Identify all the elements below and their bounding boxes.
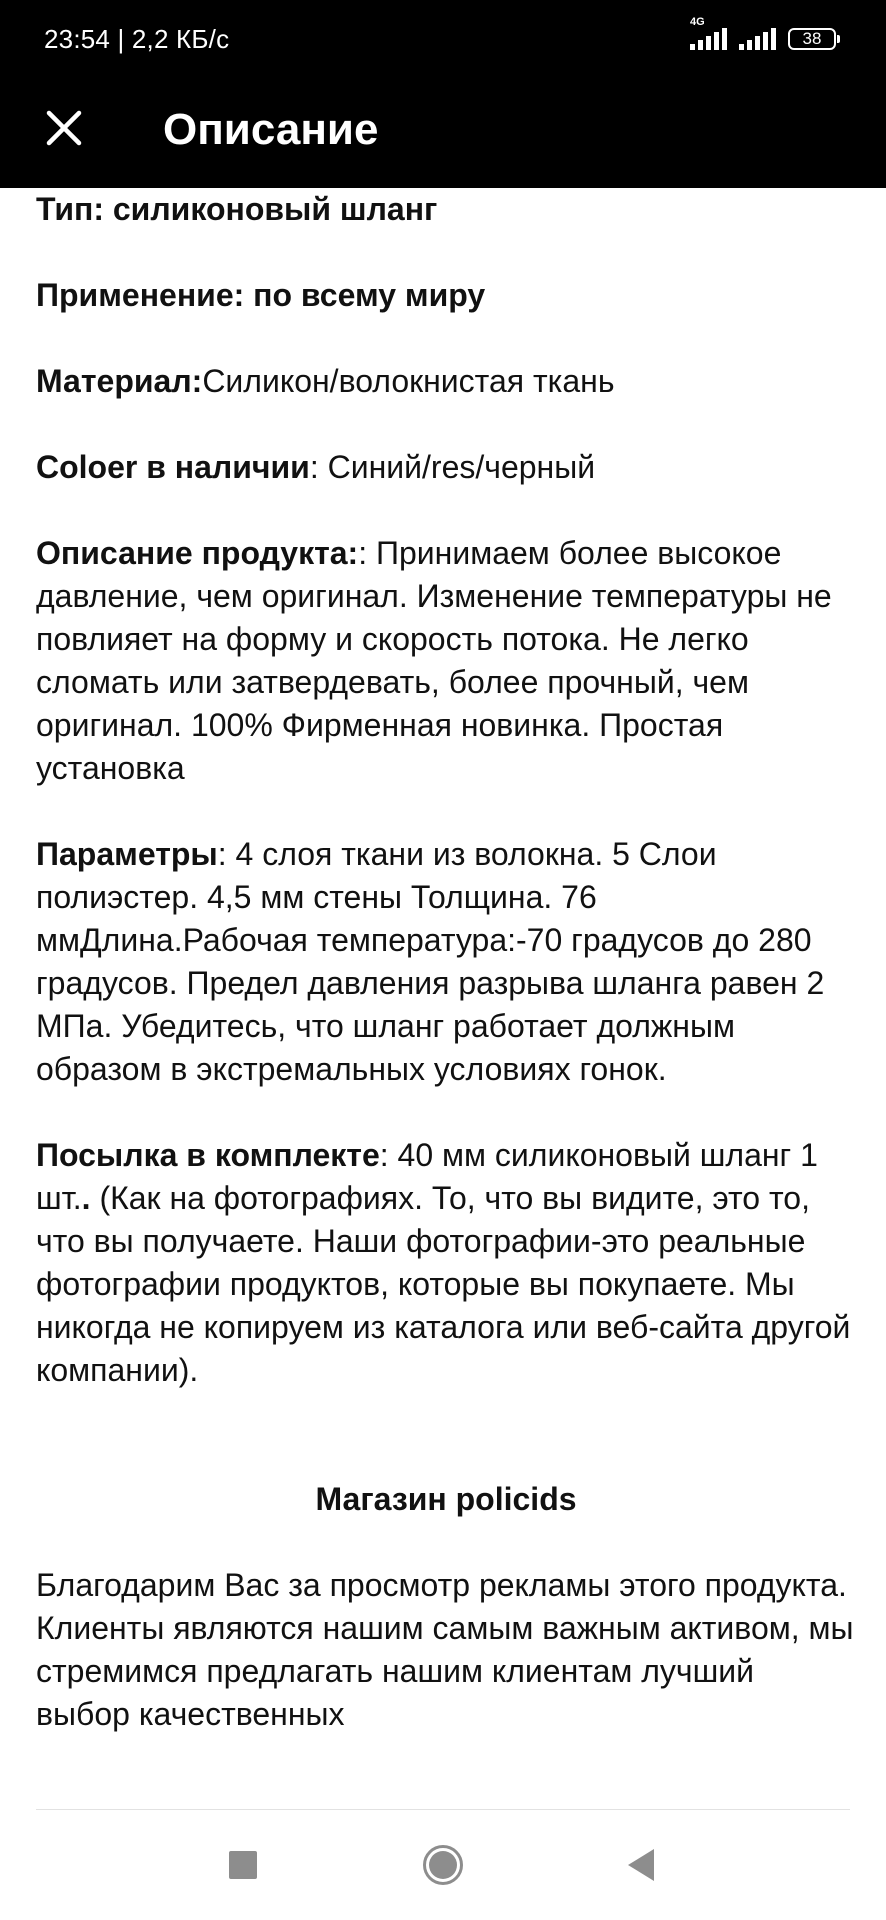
product-description-value: : Принимаем более высокое давление, чем оригинал. Изменение температуры не повлияет на форму и скорость потока. Не легко сломать или затвердевать, более прочный, чем оригинал. 100% Фирменная новинка. Простая установка [36, 535, 832, 786]
signal-icon [739, 28, 776, 50]
parameters-label: Параметры [36, 836, 218, 872]
battery-icon [788, 28, 836, 50]
description-content [36, 188, 856, 1808]
navigation-bar [0, 1810, 886, 1920]
product-description-label: Описание продукта: [36, 535, 359, 571]
home-button[interactable] [413, 1835, 473, 1895]
status-icons [690, 16, 836, 56]
store-text: Благодарим Вас за просмотр рекламы этого продукта. Клиенты являются нашим самым важным активом, мы стремимся предлагать нашим клиентам лучший выбор качественных [36, 1567, 854, 1732]
type-line: Тип: силиконовый шланг [36, 191, 438, 227]
recent-apps-icon [229, 1851, 257, 1879]
package-label: Посылка в комплекте [36, 1137, 380, 1173]
package-dot: . [81, 1180, 91, 1216]
material-line [36, 360, 856, 403]
back-button[interactable] [611, 1835, 671, 1895]
color-label: Coloer в наличии [36, 449, 310, 485]
signal-4g-icon [690, 16, 727, 50]
home-icon [423, 1845, 463, 1885]
material-value: Силикон/волокнистая ткань [202, 363, 615, 399]
close-button[interactable] [36, 100, 92, 156]
battery-level: 38 [802, 29, 822, 48]
product-description [36, 532, 856, 790]
color-line [36, 446, 856, 489]
material-label: Материал: [36, 363, 203, 399]
usage-line: Применение: по всему миру [36, 277, 486, 313]
store-heading: Магазин policids [315, 1481, 577, 1517]
status-time: 23:54 | 2,2 КБ/с [44, 24, 230, 54]
recent-apps-button[interactable] [213, 1835, 273, 1895]
parameters-value: : 4 слоя ткани из волокна. 5 Слои полиэстер. 4,5 мм стены Толщина. 76 ммДлина.Рабочая температура:-70 градусов до 280 градусов. Предел давления разрыва шланга равен 2 МПа. Убедитесь, что шланг работает должным образом в экстремальных условиях гонок. [36, 836, 825, 1087]
back-icon [628, 1849, 654, 1881]
package-contents [36, 1134, 856, 1392]
close-icon [45, 109, 83, 147]
network-type-label: 4G [690, 16, 705, 28]
status-bar [0, 0, 886, 80]
color-value: : Синий/res/черный [309, 449, 596, 485]
package-value-rest: (Как на фотографиях. То, что вы видите, это то, что вы получаете. Наши фотографии-это реальные фотографии продуктов, которые вы покупаете. Мы никогда не копируем из каталога или веб-сайта другой компании). [36, 1180, 851, 1388]
page-title: Описание [163, 105, 379, 154]
package-value: : 40 мм силиконовый шланг 1 шт. [36, 1137, 818, 1216]
app-bar [0, 80, 886, 188]
parameters [36, 833, 856, 1091]
